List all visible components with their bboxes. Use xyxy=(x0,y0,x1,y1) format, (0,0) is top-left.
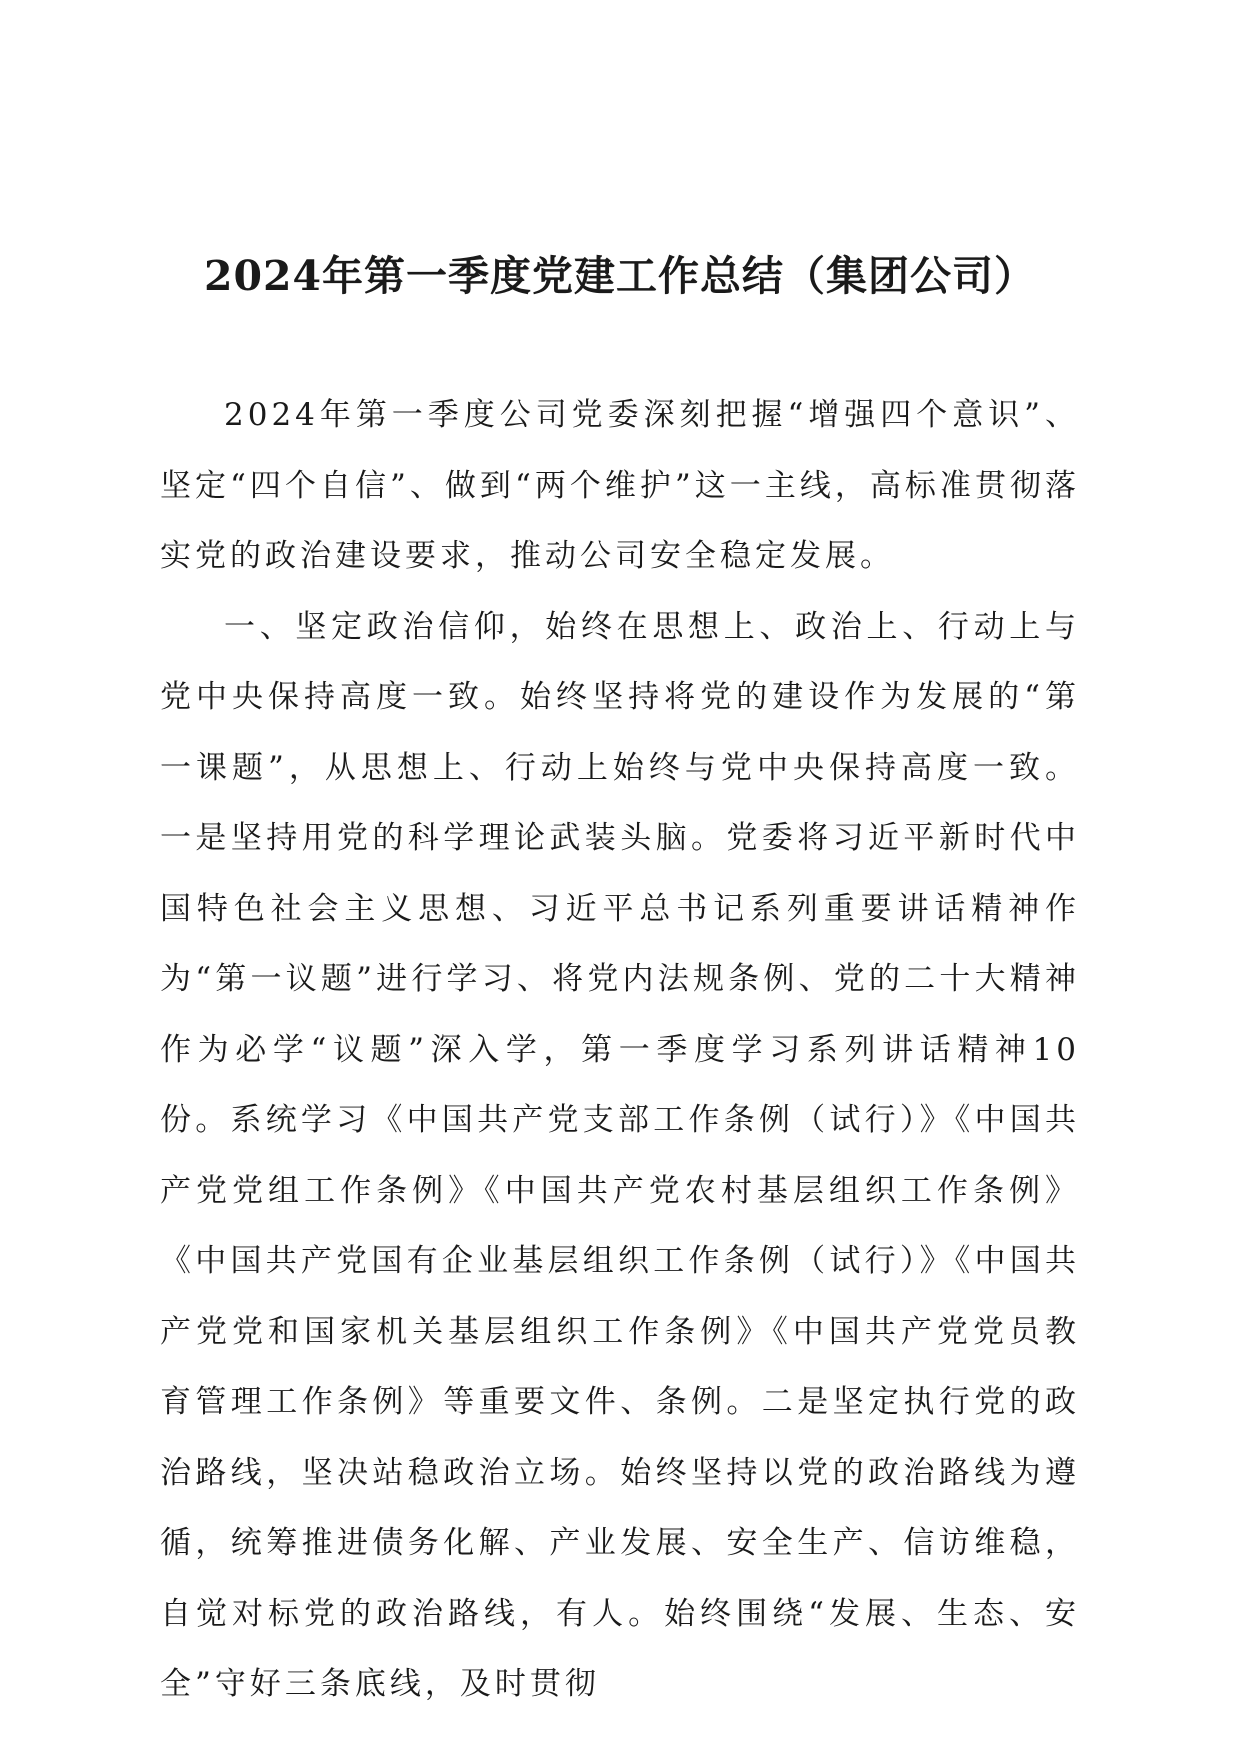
section-one-paragraph: 一、坚定政治信仰，始终在思想上、政治上、行动上与党中央保持高度一致。始终坚持将党的建设作为发展的“第一课题”，从思想上、行动上始终与党中央保持高度一致。一是坚持用党的科学理论武装头脑。党委将习近平新时代中国特色社会主义思想、习近平总书记系列重要讲话精神作为“第一议题”进行学习、将党内法规条例、党的二十大精神作为必学“议题”深入学，第一季度学习系列讲话精神10份。系统学习《中国共产党支部工作条例（试行）》《中国共产党党组工作条例》《中国共产党农村基层组织工作条例》《中国共产党国有企业基层组织工作条例（试行）》《中国共产党党和国家机关基层组织工作条例》《中国共产党党员教育管理工作条例》等重要文件、条例。二是坚定执行党的政治路线，坚决站稳政治立场。始终坚持以党的政治路线为遵循，统筹推进债务化解、产业发展、安全生产、信访维稳，自觉对标党的政治路线，有人。始终围绕“发展、生态、安全”守好三条底线，及时贯彻 xyxy=(160,608,1080,1702)
document-body xyxy=(160,380,1080,1720)
document-title: 2024年第一季度党建工作总结（集团公司） xyxy=(203,252,1037,300)
intro-paragraph: 2024年第一季度公司党委深刻把握“增强四个意识”、坚定“四个自信”、做到“两个维护”这一主线，高标准贯彻落实党的政治建设要求，推动公司安全稳定发展。 xyxy=(160,397,1080,574)
